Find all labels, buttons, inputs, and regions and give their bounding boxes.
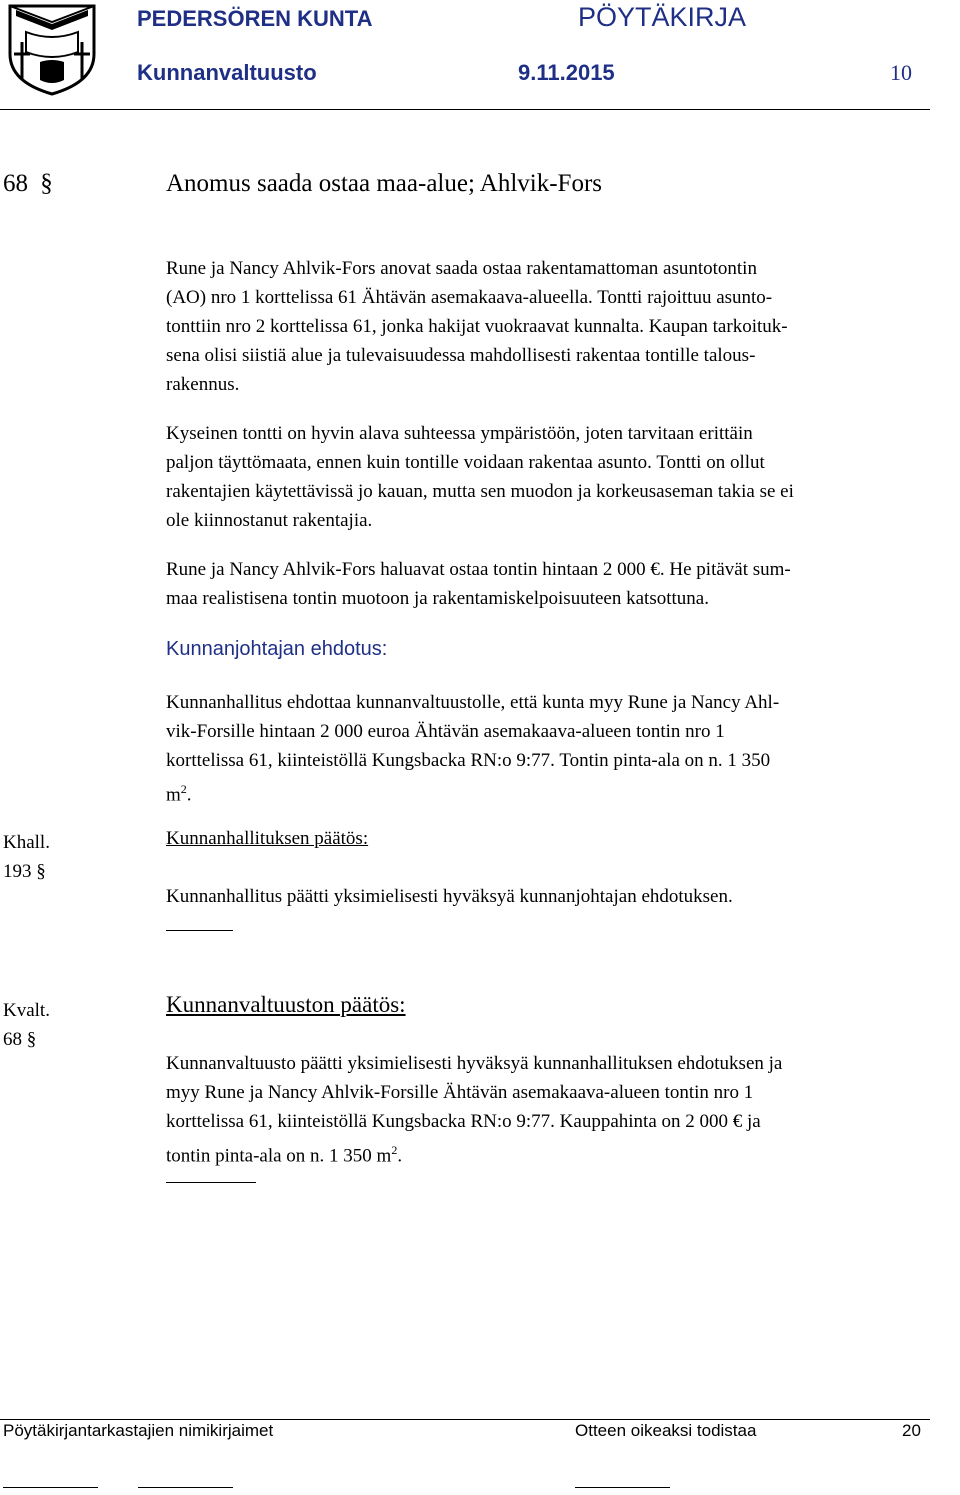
board-decision-heading: Kunnanhallituksen päätös: xyxy=(166,828,369,849)
paragraph-line: rakennus. xyxy=(166,374,240,395)
proposal-text xyxy=(166,688,779,809)
paragraph-line: korttelissa 61, kiinteistöllä Kungsbacka RN:o 9:77. Tontin pinta-ala on n. 1 350 xyxy=(166,750,771,771)
paragraph-line: (AO) nro 1 korttelissa 61 Ähtävän asemakaava-alueella. Tontti rajoittuu asunto- xyxy=(166,287,773,308)
superscript-2: 2 xyxy=(180,782,187,796)
footer-certify-label: Otteen oikeaksi todistaa xyxy=(575,1421,757,1440)
paragraph-line: paljon täyttömaata, ennen kuin tontille voidaan rakentaa asunto. Tontti on ollut xyxy=(166,452,765,473)
signature-line xyxy=(3,1487,98,1488)
paragraph-line: korttelissa 61, kiinteistöllä Kungsbacka RN:o 9:77. Kauppahinta on 2 000 € ja xyxy=(166,1111,761,1132)
footer-divider xyxy=(0,1419,930,1420)
board-ref-number-line xyxy=(3,857,50,886)
paragraph-3 xyxy=(166,555,791,613)
paragraph-1 xyxy=(166,254,788,399)
area-text: tontin pinta-ala on n. 1 350 m xyxy=(166,1145,392,1167)
paragraph-line: Kyseinen tontti on hyvin alava suhteessa ympäristöön, joten tarvitaan erittäin xyxy=(166,423,753,444)
paragraph-line: Rune ja Nancy Ahlvik-Fors anovat saada ostaa rakentamattoman asuntotontin xyxy=(166,258,757,279)
section-heading xyxy=(3,170,603,198)
paragraph-line: sena olisi siistiä alue ja tulevaisuudessa mahdollisesti rakentaa tontille talous- xyxy=(166,345,756,366)
council-decision-heading: Kunnanvaltuuston päätös: xyxy=(166,992,406,1017)
board-decision-text: Kunnanhallitus päätti yksimielisesti hyväksyä kunnanjohtajan ehdotuksen. xyxy=(166,886,733,907)
sentence-end: . xyxy=(397,1145,403,1167)
header-municipality: PEDERSÖREN KUNTA xyxy=(137,6,373,31)
paragraph-line: ole kiinnostanut rakentajia. xyxy=(166,510,373,531)
paragraph-2 xyxy=(166,419,794,535)
sentence-end: . xyxy=(186,784,192,806)
paragraph-line: maa realistisena tontin muotoon ja rakentamiskelpoisuuteen katsottuna. xyxy=(166,588,709,609)
header-divider xyxy=(0,109,930,110)
council-decision-text xyxy=(166,1049,782,1170)
footer-page-number: 20 xyxy=(902,1421,921,1440)
council-decision-end-line xyxy=(166,1182,256,1183)
council-ref-number: 68 xyxy=(3,1029,22,1050)
paragraph-line: Rune ja Nancy Ahlvik-Fors haluavat ostaa tontin hintaan 2 000 €. He pitävät sum- xyxy=(166,559,791,580)
paragraph-line: tonttiin nro 2 korttelissa 61, jonka hakijat vuokraavat kunnalta. Kaupan tarkoituk- xyxy=(166,316,788,337)
footer-initials-label: Pöytäkirjantarkastajien nimikirjaimet xyxy=(3,1421,274,1440)
council-ref-label: Kvalt. xyxy=(3,1000,50,1021)
superscript-2: 2 xyxy=(391,1143,398,1157)
paragraph-line: vik-Forsille hintaan 2 000 euroa Ähtävän asemakaava-alueen tontin nro 1 xyxy=(166,721,725,742)
paragraph-line: myy Rune ja Nancy Ahlvik-Forsille Ähtävän asemakaava-alueen tontin nro 1 xyxy=(166,1082,754,1103)
paragraph-line xyxy=(166,775,779,809)
area-unit: m xyxy=(166,784,181,806)
board-ref-symbol: § xyxy=(36,861,46,882)
header-body: Kunnanvaltuusto xyxy=(137,60,317,85)
signature-line xyxy=(575,1487,670,1488)
header-doc-type: PÖYTÄKIRJA xyxy=(578,2,747,32)
proposal-heading: Kunnanjohtajan ehdotus: xyxy=(166,638,388,660)
board-ref-number: 193 xyxy=(3,861,32,882)
council-ref-symbol: § xyxy=(26,1029,37,1050)
section-title: Anomus saada ostaa maa-alue; Ahlvik-Fors xyxy=(166,170,603,197)
section-number: 68 xyxy=(3,170,28,197)
council-ref xyxy=(3,996,50,1054)
board-decision-end-line xyxy=(166,930,233,931)
paragraph-line: Kunnanvaltuusto päätti yksimielisesti hyväksyä kunnanhallituksen ehdotuksen ja xyxy=(166,1053,783,1074)
board-ref-label: Khall. xyxy=(3,832,50,853)
signature-line xyxy=(138,1487,233,1488)
paragraph-line: Kunnanhallitus ehdottaa kunnanvaltuustolle, että kunta myy Rune ja Nancy Ahl- xyxy=(166,692,780,713)
header-page-number: 10 xyxy=(890,60,912,85)
municipal-coat-of-arms-icon xyxy=(6,2,98,96)
council-ref-number-line xyxy=(3,1025,50,1054)
paragraph-line: rakentajien käytettävissä jo kauan, mutta sen muodon ja korkeusaseman takia se ei xyxy=(166,481,794,502)
board-ref xyxy=(3,828,50,886)
section-symbol: § xyxy=(40,170,53,197)
paragraph-line xyxy=(166,1136,782,1170)
header-date: 9.11.2015 xyxy=(518,60,615,85)
